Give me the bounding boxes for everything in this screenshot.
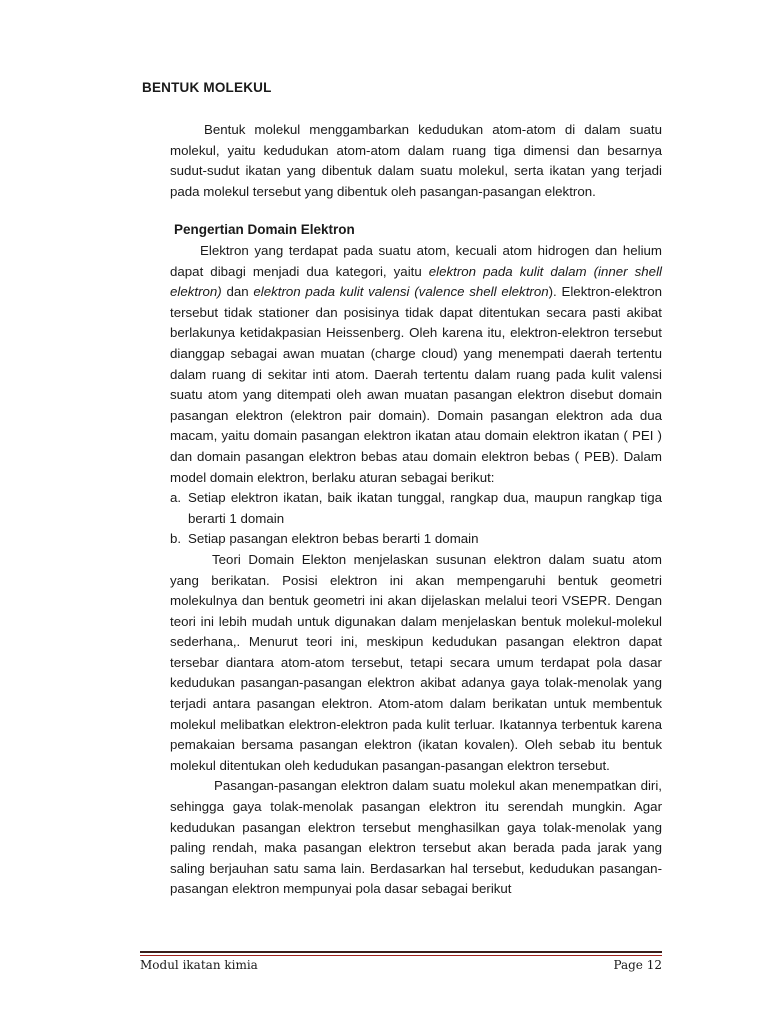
rules-list bbox=[170, 488, 662, 550]
repulsion-paragraph: Pasangan-pasangan elektron dalam suatu molekul akan menempatkan diri, sehingga gaya tolak-menolak pasangan elektron itu serendah mungkin. Agar kedudukan pasangan elektron tersebut menghasilkan gaya tolak-menolak yang paling rendah, maka pasangan elektron tersebut akan berada pada jarak yang saling berjauhan satu sama lain. Berdasarkan hal tersebut, kedudukan pasangan-pasangan elektron mempunyai pola dasar sebagai berikut bbox=[170, 778, 662, 897]
intro-paragraph: Bentuk molekul menggambarkan kedudukan atom-atom di dalam suatu molekul, yaitu kedudukan atom-atom dalam ruang tiga dimensi dan besarnya sudut-sudut ikatan yang dibentuk dalam suatu molekul, serta ikatan yang terjadi pada molekul tersebut yang dibentuk oleh pasangan-pasangan elektron. bbox=[170, 122, 662, 199]
footer-module-title: Modul ikatan kimia bbox=[140, 958, 258, 972]
intro-section bbox=[170, 120, 662, 202]
list-marker: b. bbox=[170, 531, 182, 547]
domain-paragraph bbox=[170, 241, 662, 488]
list-item bbox=[170, 488, 662, 529]
page-footer bbox=[140, 958, 662, 976]
section-heading: Pengertian Domain Elektron bbox=[174, 222, 355, 237]
domain-text-b: dan bbox=[221, 284, 254, 300]
page-title: BENTUK MOLEKUL bbox=[142, 80, 272, 95]
page-number: Page 12 bbox=[613, 958, 662, 972]
domain-term-inner: elektron pada kulit dalam (inner shell elektron) bbox=[170, 263, 662, 300]
list-item bbox=[170, 529, 662, 550]
domain-term-valence: elektron pada kulit valensi (valence shell elektron bbox=[253, 284, 549, 300]
list-marker: a. bbox=[170, 490, 182, 506]
domain-text-c: ). Elektron-elektron tersebut tidak stationer dan posisinya tidak dapat ditentukan secara pasti akibat berlakunya ketidakpasian Heissenberg. Oleh karena itu, elektron-elektron tersebut dianggap sebagai awan muatan (charge cloud) yang menempati daerah tertentu dalam ruang di sekitar inti atom. Daerah tertentu dalam ruang pada kulit valensi suatu atom yang ditempati oleh awan muatan pasangan elektron disebut domain pasangan elektron (elektron pair domain). Domain pasangan elektron ada dua macam, yaitu domain pasangan elektron ikatan atau domain elektron ikatan ( PEI ) dan domain pasangan elektron bebas atau domain elektron bebas ( PEB). Dalam model domain elektron, berlaku aturan sebagai berikut: bbox=[170, 284, 662, 485]
footer-divider-red bbox=[140, 955, 662, 956]
list-item-text: Setiap pasangan elektron bebas berarti 1 domain bbox=[188, 531, 479, 547]
footer-divider-dark bbox=[140, 951, 662, 953]
vsepr-paragraph: Teori Domain Elekton menjelaskan susunan elektron dalam suatu atom yang berikatan. Posisi elektron ini akan mempengaruhi bentuk geometri molekulnya dan bentuk geometri ini akan dijelaskan melalui teori VSEPR. Dengan teori ini lebih mudah untuk digunakan dalam menjelaskan bentuk molekul-molekul sederhana,. Menurut teori ini, meskipun kedudukan pasangan elektron dapat tersebar diantara atom-atom tersebut, tetapi secara umum terdapat pola dasar kedudukan pasangan-pasangan elektron akibat adanya gaya tolak-menolak yang terjadi antara pasangan elektron. Atom-atom dalam berikatan untuk membentuk molekul melibatkan elektron-elektron pada kulit terluar. Ikatannya terbentuk karena pemakaian bersama pasangan elektron (ikatan kovalen). Oleh sebab itu bentuk molekul ditentukan oleh kedudukan pasangan-pasangan elektron tersebut. bbox=[170, 551, 662, 773]
body-section bbox=[170, 241, 662, 900]
domain-text-a: Elektron yang terdapat pada suatu atom, kecuali atom hidrogen dan helium dapat dibagi menjadi dua kategori, yaitu bbox=[170, 243, 662, 279]
list-item-text: Setiap elektron ikatan, baik ikatan tunggal, rangkap dua, maupun rangkap tiga berarti 1 domain bbox=[188, 490, 662, 526]
